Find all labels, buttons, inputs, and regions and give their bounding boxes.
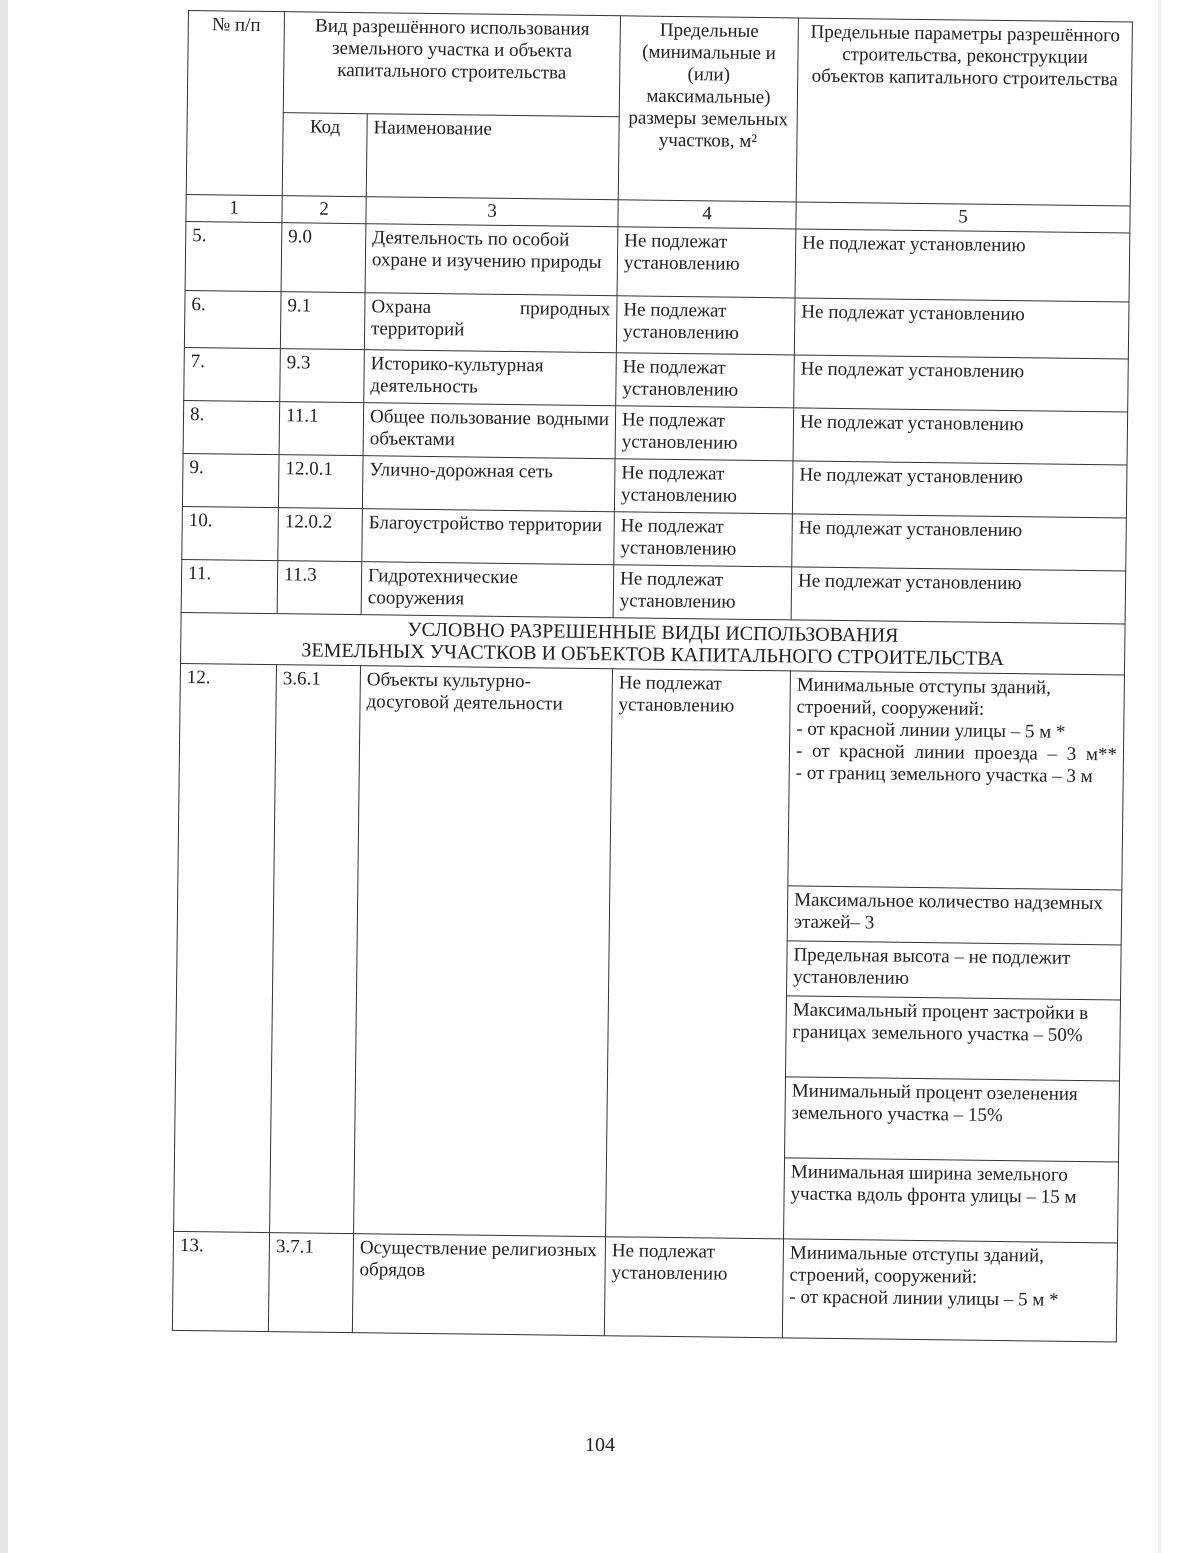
row-num: 7. <box>184 347 281 401</box>
row-params: Не подлежат установлению <box>791 567 1126 624</box>
row-num: 13. <box>172 1231 269 1331</box>
header-sizes: Предельные (минимальные и (или) максимальные) размеры земельных участков, м² <box>618 16 798 202</box>
row-sizes: Не подлежат установлению <box>606 669 791 1239</box>
row-num: 8. <box>183 400 280 454</box>
column-number: 3 <box>366 197 618 227</box>
row-sizes: Не подлежат установлению <box>616 296 795 355</box>
table-row <box>172 1231 1117 1342</box>
row-params: Не подлежат установлению <box>792 514 1127 571</box>
row-params: Не подлежат установлению <box>792 461 1127 518</box>
section-heading-line: ЗЕМЕЛЬНЫХ УЧАСТКОВ И ОБЪЕКТОВ КАПИТАЛЬНОГО СТРОИТЕЛЬСТВА <box>301 639 1005 671</box>
header-vid: Вид разрешённого использования земельного участка и объекта капитального строительства <box>283 12 620 117</box>
scan-edge-left <box>0 0 8 1553</box>
row-code: 9.3 <box>280 349 365 403</box>
row-num: 5. <box>185 221 282 291</box>
param-line: Минимальные отступы зданий, строений, сооружений: <box>789 1242 1045 1288</box>
row-sizes: Не подлежат установлению <box>613 565 792 620</box>
row-params: Не подлежат установлению <box>794 298 1129 359</box>
row-params: Не подлежат установлению <box>793 408 1128 465</box>
param-floors: Максимальное количество надземных этажей– 3 <box>787 886 1122 945</box>
land-use-table <box>172 10 1133 1342</box>
row-name: Благоустройство территории <box>362 509 615 565</box>
row-sizes: Не подлежат установлению <box>617 227 796 298</box>
row-code: 3.7.1 <box>268 1233 353 1333</box>
row-params: Не подлежат установлению <box>794 355 1129 412</box>
header-row-1 <box>187 11 1132 124</box>
row-name: Общее пользование водными объектами <box>363 403 616 459</box>
row-code: 12.0.1 <box>278 455 363 509</box>
param-line: - от красной линии улицы – 5 м * <box>789 1286 1059 1311</box>
row-num: 11. <box>181 559 278 613</box>
header-params: Предельные параметры разрешённого строительства, реконструкции объектов капитального строительства <box>796 18 1132 206</box>
param-line: Минимальные отступы зданий, строений, сооружений: <box>796 674 1052 720</box>
row-num: 12. <box>174 663 277 1232</box>
row-num: 9. <box>182 453 279 507</box>
scan-edge-right <box>1158 0 1161 1553</box>
row-code: 3.6.1 <box>270 665 361 1234</box>
row-code: 11.3 <box>277 561 362 615</box>
column-number: 2 <box>282 196 366 224</box>
param-setbacks <box>788 671 1125 890</box>
param-coverage: Максимальный процент застройки в границах земельного участка – 50% <box>786 996 1121 1081</box>
row-sizes: Не подлежат установлению <box>616 353 795 408</box>
row-sizes: Не подлежат установлению <box>604 1237 783 1338</box>
param-frontage: Минимальная ширина земельного участка вдоль фронта улицы – 15 м <box>784 1158 1119 1243</box>
row-num: 6. <box>184 290 281 348</box>
row-name: Осуществление религиозных обрядов <box>352 1234 605 1336</box>
row-sizes: Не подлежат установлению <box>614 459 793 514</box>
row-name: Гидротехнические сооружения <box>361 562 614 618</box>
column-number: 4 <box>618 200 796 229</box>
page-number: 104 <box>585 1434 615 1456</box>
param-setbacks <box>782 1239 1117 1342</box>
header-name: Наименование <box>366 114 619 200</box>
row-code: 9.0 <box>281 223 366 293</box>
column-number: 5 <box>796 202 1130 233</box>
row-params: Не подлежат установлению <box>795 229 1130 302</box>
row-name: Деятельность по особой охране и изучению природы <box>365 224 618 296</box>
row-sizes: Не подлежат установлению <box>615 406 794 461</box>
column-number: 1 <box>186 194 282 222</box>
header-num: № п/п <box>186 11 284 196</box>
param-height: Предельная высота – не подлежит установлению <box>787 941 1122 1000</box>
row-code: 12.0.2 <box>278 508 363 562</box>
table-row <box>178 663 1125 890</box>
row-name: Объекты культурно-досуговой деятельности <box>354 666 613 1237</box>
row-name: Историко-культурная деятельность <box>364 350 617 406</box>
param-line: - от красной линии проезда – 3 м** <box>795 740 1118 766</box>
param-line: - от красной линии улицы – 5 м * <box>796 718 1066 743</box>
row-name: Улично-дорожная сеть <box>362 456 615 512</box>
param-line: - от границ земельного участка – 3 м <box>795 762 1093 788</box>
table-row <box>185 221 1130 302</box>
row-num: 10. <box>182 506 279 560</box>
row-name: Охрана природных территорий <box>364 293 617 353</box>
row-code: 11.1 <box>279 402 364 456</box>
header-code: Код <box>282 113 367 197</box>
row-code: 9.1 <box>280 292 365 350</box>
param-greening: Минимальный процент озеленения земельного участка – 15% <box>785 1077 1120 1162</box>
row-sizes: Не подлежат установлению <box>614 512 793 567</box>
section-heading-line: УСЛОВНО РАЗРЕШЕННЫЕ ВИДЫ ИСПОЛЬЗОВАНИЯ <box>407 618 899 647</box>
